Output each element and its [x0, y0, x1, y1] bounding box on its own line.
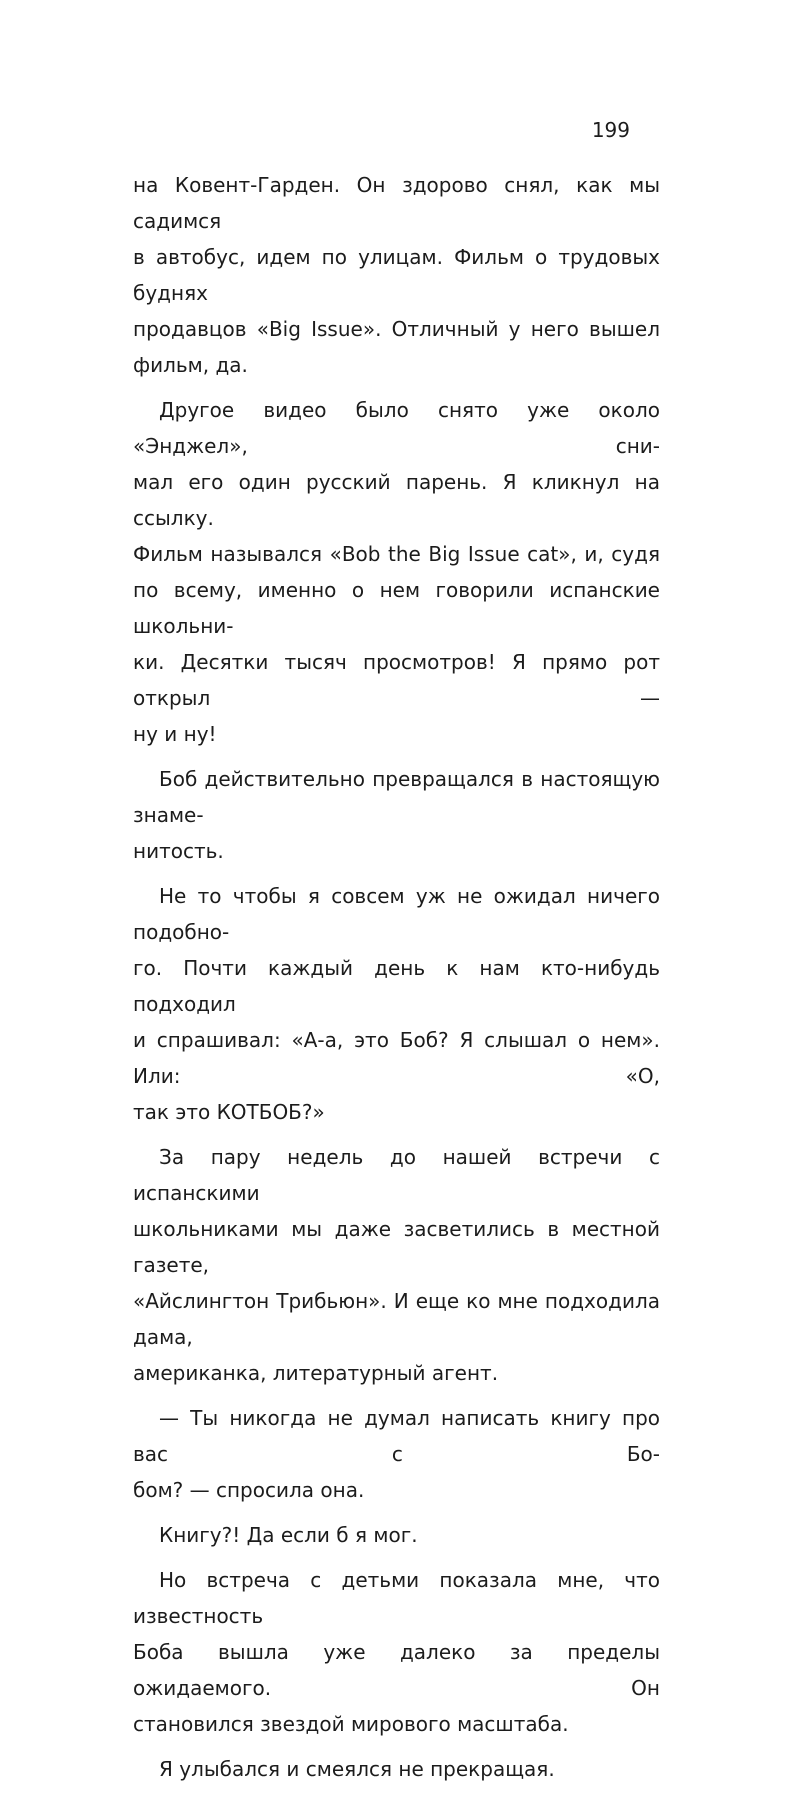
text-line: на Ковент-Гарден. Он здорово снял, как мы садимся	[133, 173, 660, 233]
text-line: становился звездой мирового масштаба.	[133, 1712, 569, 1736]
text-line: — Ты никогда не думал написать книгу про вас с Бо-	[133, 1406, 660, 1466]
text-line: ки. Десятки тысяч просмотров! Я прямо рот открыл —	[133, 650, 660, 710]
paragraph	[133, 1562, 660, 1742]
text-line: фильм, да.	[133, 353, 248, 377]
paragraph	[133, 878, 660, 1130]
text-line: Я улыбался и смеялся не прекращая.	[159, 1757, 555, 1781]
text-line: Не то чтобы я совсем уж не ожидал ничего подобно-	[133, 884, 660, 944]
text-line: Боба вышла уже далеко за пределы ожидаемого. Он	[133, 1640, 660, 1700]
text-line: Книгу?! Да если б я мог.	[159, 1523, 418, 1547]
text-line: в автобус, идем по улицам. Фильм о трудовых буднях	[133, 245, 660, 305]
text-line: школьниками мы даже засветились в местной газете,	[133, 1217, 660, 1277]
body-text	[133, 167, 660, 1796]
text-line: го. Почти каждый день к нам кто-нибудь подходил	[133, 956, 660, 1016]
text-line: так это КОТБОБ?»	[133, 1100, 325, 1124]
text-line: Другое видео было снято уже около «Энджел», сни-	[133, 398, 660, 458]
text-line: «Айслингтон Трибьюн». И еще ко мне подходила дама,	[133, 1289, 660, 1349]
text-line: За пару недель до нашей встречи с испанскими	[133, 1145, 660, 1205]
paragraph	[133, 1517, 660, 1553]
paragraph	[133, 167, 660, 383]
text-line: продавцов «Big Issue». Отличный у него вышел	[133, 317, 660, 341]
paragraph	[133, 1400, 660, 1508]
text-line: Боб действительно превращался в настоящую знаме-	[133, 767, 660, 827]
text-line: американка, литературный агент.	[133, 1361, 499, 1385]
text-line: Но встреча с детьми показала мне, что известность	[133, 1568, 660, 1628]
paragraph	[133, 761, 660, 869]
page-number: 199	[591, 118, 630, 142]
paragraph	[133, 1751, 660, 1787]
text-line: по всему, именно о нем говорили испанские школьни-	[133, 578, 660, 638]
text-line: ну и ну!	[133, 722, 217, 746]
paragraph	[133, 1139, 660, 1391]
text-line: Фильм назывался «Bob the Big Issue cat», и, судя	[133, 542, 660, 566]
paragraph	[133, 392, 660, 752]
text-line: и спрашивал: «А-а, это Боб? Я слышал о нем». Или: «О,	[133, 1028, 660, 1088]
text-line: бом? — спросила она.	[133, 1478, 365, 1502]
text-line: мал его один русский парень. Я кликнул на ссылку.	[133, 470, 660, 530]
text-line: нитость.	[133, 839, 224, 863]
